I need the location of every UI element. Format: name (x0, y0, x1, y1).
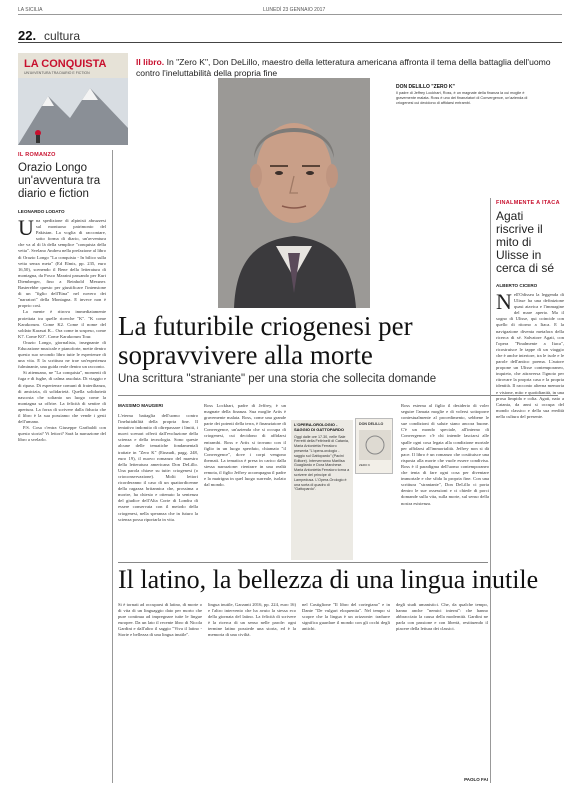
divider (118, 395, 558, 396)
section-header (18, 27, 562, 43)
left-p4: Si attenuano, ne "La conquista", momenti di fuga e di fughe, di calma assoluta. Di viaggio e di ripaso. Di esperienze comuni di frateriltanza, di amicizia, di solidarietà. Quella solidarietà nascosta che soltanto un luogo come la montagna sa offrire. La felicità di sentire di apertura. La forza di scrivere dalla fiducia che il libro è la sua possiamo che vende i gesti dell'umano. (18, 370, 106, 425)
zero-k-cover-title: ZERO K (359, 463, 371, 467)
right-title: Agati riscrive il mito di Ulisse in cerca di sé (496, 209, 555, 275)
main-col2-text: Ross Lockhart, padre di Jeffrey, è un magnate della finanza. Sua moglie Artis è gravemente malata. Ross, come una grande parte dei potenti della terra, è finanziatore di Convergence, un'azienda che si occupa di criogenesi, cui decidono di affidarsi entrambi. Ross e Artis si trovano con il figlio in un luogo sperduto, chiamato "il Convergence", dove i corpi vengono ibernati. La tematica è presa in carico dalla stessa narrazione: rientrare in una realtà remota, il figlio Jeffrey accompagna il padre e la matrigna in quel luogo surreale, isolato dal mondo. (204, 403, 286, 488)
right-text: ell'Odissea la leggenda di Ulisse ha una definizione quasi atavica e l'immagine del mare aperto. Ma il sogno di Ulisse, qui coincide con quello di ritorno a Itaca. E la navigazione diventa metafora della ricerca di sé. Salvatore Agati, con l'opera "Finalmente a Itaca", ricostruisce le tappe di un viaggio che è anche interiore, tra le isole e le parole dell'antico poema. L'autore propone un Ulisse contemporaneo, inquieto, che attraversa l'ignoto per ritrovare la propria casa e la propria identità. Il racconto alterna memoria e visione, mito e quotidianità, in una prosa limpida e colta. Agati, nato a Catania, da anni si occupa del mondo classico e della sua eredità nella cultura del presente. (496, 292, 564, 419)
author-photo (218, 78, 370, 308)
right-column (496, 200, 564, 793)
mountain-illustration (18, 78, 128, 145)
inset-caption-text: Il padre di Jeffrey Lockhart, Ross, è un magnate della finanza la cui moglie è gravemente malata. Ross è uno dei finanziatori di Convergence, un'azienda di criogenesi cui decidono di affidarsi entrambi. (396, 91, 528, 105)
lead-kicker: Il libro. (136, 57, 165, 67)
right-author: ALBERTO CICERO (496, 283, 538, 288)
right-column-rule (490, 198, 491, 783)
info-box (294, 423, 350, 492)
main-article-title: La futuribile criogenesi per sopravvivere alla morte (118, 311, 413, 370)
main-col3-text (355, 478, 395, 558)
right-dropcap: N (496, 292, 512, 314)
left-p1: na spedizione di alpinisti abruzzesi sul montuoso patrimonio del Pakistan. La voglia di raccontare, sotto forma di diario, un'avventura che va al di là della semplice "conquista della vetta". Svelano Andreu nella prefazione al libro di Orazio Longo "La conquista - In bilico sulla vetta senza meta" (Ed Elmis, pp. 235, euro 16,50), scenendo il Bene della letteratura di montagna, da Fosco Maraini passando per Kurt Diemberger, fino a Reinhold Messner. Basterebbe questo per giustificare l'intensione di un "figlio dell'Etna" nel novero dei "narratori" della Montagna. E invece non è proprio così. (18, 218, 106, 309)
book-cover-zero-k (355, 418, 393, 474)
main-author: MASSIMO MAUGERI (118, 403, 163, 408)
page-number: 22. (18, 28, 37, 43)
main-col-1 (118, 403, 198, 558)
left-dropcap: U (18, 218, 34, 240)
divider-2 (118, 562, 488, 563)
zero-k-cover-art (359, 430, 391, 460)
zero-k-cover-author: DON DELILLO (359, 422, 384, 426)
info-box-title: L'OPERA-OROLOGIO - SAGGIO DI GATTOPARDO (294, 422, 345, 432)
left-p5: P.S. Cosa c'entra Giuseppe Garibaldi con questo storia? Vi lettori? Sarà la narrazione del libro a svelarlo. (18, 425, 106, 443)
inset-caption (396, 85, 528, 106)
left-column-rule (112, 150, 113, 783)
main-col4-text: Ross esterna al figlio il desiderio di voler seguire l'amata moglie e di volersi sottoporre contestualmente al procedimento, sebbene le sue condizioni di salute siano ancora buone. C'è un mondo speciale, all'interno di Convergence: c'è chi intende lasciarsi alle spalle ogni cosa legata alla condizione mortale per affidarsi all'immortalità. Jeffrey non si dà pace. Il libro è un romanzo che costituisce una risposta alla morte che vuole essere condivisa. Ross è il paradigma dell'uomo contemporaneo che tenta di fare ogni cosa per diventare immortale e che sfida la propria fine. Con una scrittura "straniante", Don DeLillo ci porta dentro le sue ossessioni e ci chiede di porci domande sulla vita, sulla morte, sul senso della nostra esistenza. (401, 403, 489, 506)
second-article-title: Il latino, la bellezza di una lingua inutile (118, 565, 539, 594)
masthead-bar (18, 5, 562, 15)
book-cover-la-conquista (18, 53, 128, 145)
main-article-subtitle: Una scrittura "straniante" per una storia che sollecita domande (118, 373, 437, 385)
lead-text: In "Zero K", Don DeLillo, maestro della letteratura americana affronta il tema della battaglia dell'uomo contro l'ineluttabilità della propria fine (136, 57, 551, 78)
left-title: Orazio Longo un'avventura tra diario e fiction (18, 162, 101, 200)
second-col2-text: lingua inutile, Garzanti 2016, pp. 224, euro 16) e l'altro intervento che ha avuto la stessa eco della giornata del latino. La felicità di scrivere è la ricerca di un senso nelle parole: ogni termine latino possiede una storia, ed è la memoria di una civiltà. (208, 602, 296, 638)
inset-title: DON DELILLO "ZERO K" (396, 84, 455, 90)
second-col1-text: Si è tornati ad occuparsi di latino, di morte o di vita di un linguaggio dato per morto che pure continua ad impregnare tutte le lingue europee. Da un lato il recente libro di Nicola Gardini e dall'altro il saggio "Viva il latino - Storie e bellezza di una lingua inutile". (118, 602, 202, 638)
book-cover-title: LA CONQUISTA (24, 58, 107, 70)
left-author: LEONARDO LODATO (18, 209, 65, 214)
second-col4-text: degli studi umanistici. Che, da qualche tempo, hanno anche "nemici interni": che hanno abbracciato la causa della modernità. Gardini ne parla con passione e con libertà, restituendo il piacere della lettura dei classici. (396, 602, 488, 632)
right-body (496, 292, 564, 793)
left-p3: Orazio Longo, giornalista, insegnante di Educazione musicale e pianoforte, mette dentro questo suo secondo libro tutte le esperienze di una vita. E la scrittura ne trae un'esperienza fulminante, una guida reale dentro un racconto. (18, 339, 106, 370)
lead-heading (136, 57, 556, 79)
second-col3-text: nel Castiglione "Il libro del cortegiano" e in Dante "De vulgari eloquentia". Nel tempo si scopre che la lingua è un orizzonte: tradurre significa guardare il mondo con gli occhi degli antichi. (302, 602, 390, 632)
newspaper-name: LA SICILIA (18, 7, 43, 13)
second-signature: PAOLO FAI (464, 777, 488, 782)
issue-date: LUNEDÌ 23 GENNAIO 2017 (263, 7, 326, 13)
left-column (18, 152, 106, 738)
book-cover-subtitle: UN'AVVENTURA TRA DIARIO E FICTION (24, 71, 90, 75)
main-col1-text: L'eterna battaglia dell'uomo contro l'ineluttabilità della propria fine. Il tentativo indomito di oltrepassare i limiti, i nuovi scenari offerti dall'evoluzione della scienza e della tecnologia. Sono queste alcune delle tematiche fondamentali trattate in "Zero K" (Einaudi, pagg. 248, euro 19), il nuovo romanzo del maestro della letteratura americana Don DeLillo. Una parola chiave su tutte: criogenesi (o crioconservazione). Molti lettori ricorderanno il caso di un quattordicenne della ragazza britannica che, prossima a morire, ha chiesto e ottenuto la sentenza del giudice dell'Alta Corte di Londra di essere conservata con il metodo della criogenesi, nella speranza che in futuro la scienza possa riportarla in vita. (118, 413, 198, 522)
left-kicker: IL ROMANZO (18, 152, 56, 158)
right-kicker: FINALMENTE A ITACA (496, 200, 560, 206)
info-box-text: Oggi dalle ore 17.30, nelle Sale Ferretti della Feltrinelli di Catania, Maria Antonietta Ferraloro presenta "L'opera-orologio - saggio sul Gattopardo" (Pacini Editore). Interverranno Marilisa Guagliardo e Dora Marchese. Maria Antonietta Ferraloro torna a scrivere del principe di Lampedusa. L'Opera-Orologio è una sorta di quadro di "Gattopardo". (294, 434, 350, 492)
left-p2: La mente è ritrova immediatamente proiettata tra quelle ricerche "K". "K come Karakorum. Come K2. Come il nome del soldato Karasai K... Ora come in sospeso, come K7. Come K0". Come Karakorum Tour. (18, 309, 106, 339)
section-name: cultura (44, 29, 81, 43)
left-body (18, 218, 106, 738)
